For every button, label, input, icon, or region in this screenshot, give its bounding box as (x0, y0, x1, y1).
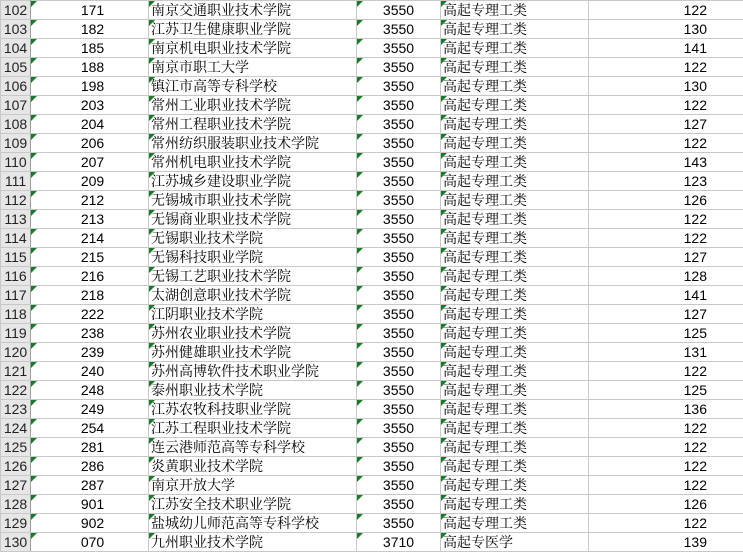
cell-batch-code[interactable]: 3550 (357, 210, 441, 229)
cell-school-name[interactable]: 江苏安全技术职业学院 (149, 495, 357, 514)
row-header: 104 (1, 39, 31, 58)
cell-category[interactable]: 高起专理工类 (441, 457, 589, 476)
row-header: 128 (1, 495, 31, 514)
cell-school-name[interactable]: 无锡城市职业技术学院 (149, 191, 357, 210)
cell-batch-code[interactable]: 3710 (357, 533, 441, 552)
row-header: 129 (1, 514, 31, 533)
cell-school-name[interactable]: 常州纺织服装职业技术学院 (149, 134, 357, 153)
cell-batch-code[interactable]: 3550 (357, 39, 441, 58)
table-row (1, 400, 743, 419)
cell-code[interactable]: 238 (31, 324, 149, 343)
cell-school-name[interactable]: 无锡科技职业学院 (149, 248, 357, 267)
cell-school-name[interactable]: 无锡职业技术学院 (149, 229, 357, 248)
cell-code[interactable]: 901 (31, 495, 149, 514)
table-row (1, 381, 743, 400)
cell-code[interactable]: 287 (31, 476, 149, 495)
cell-code[interactable]: 209 (31, 172, 149, 191)
cell-category[interactable]: 高起专理工类 (441, 286, 589, 305)
cell-score[interactable]: 123 (589, 172, 743, 191)
cell-category[interactable]: 高起专理工类 (441, 96, 589, 115)
cell-school-name[interactable]: 无锡工艺职业技术学院 (149, 267, 357, 286)
cell-category[interactable]: 高起专理工类 (441, 153, 589, 172)
cell-code[interactable]: 185 (31, 39, 149, 58)
table-row (1, 20, 743, 39)
cell-score[interactable]: 122 (589, 438, 743, 457)
cell-score[interactable]: 122 (589, 210, 743, 229)
cell-category[interactable]: 高起专理工类 (441, 400, 589, 419)
cell-batch-code[interactable]: 3550 (357, 305, 441, 324)
cell-code[interactable]: 254 (31, 419, 149, 438)
cell-score[interactable]: 122 (589, 514, 743, 533)
table-row (1, 58, 743, 77)
cell-school-name[interactable]: 南京市职工大学 (149, 58, 357, 77)
row-header: 118 (1, 305, 31, 324)
row-header: 127 (1, 476, 31, 495)
cell-batch-code[interactable]: 3550 (357, 286, 441, 305)
row-header: 102 (1, 1, 31, 20)
cell-batch-code[interactable]: 3550 (357, 495, 441, 514)
cell-category[interactable]: 高起专理工类 (441, 191, 589, 210)
cell-category[interactable]: 高起专理工类 (441, 77, 589, 96)
table-row (1, 153, 743, 172)
cell-category[interactable]: 高起专理工类 (441, 58, 589, 77)
cell-school-name[interactable]: 江苏城乡建设职业学院 (149, 172, 357, 191)
cell-school-name[interactable]: 镇江市高等专科学校 (149, 77, 357, 96)
cell-score[interactable]: 122 (589, 362, 743, 381)
cell-category[interactable]: 高起专理工类 (441, 381, 589, 400)
cell-score[interactable]: 130 (589, 20, 743, 39)
cell-batch-code[interactable]: 3550 (357, 362, 441, 381)
cell-batch-code[interactable]: 3550 (357, 172, 441, 191)
cell-school-name[interactable]: 炎黄职业技术学院 (149, 457, 357, 476)
cell-batch-code[interactable]: 3550 (357, 267, 441, 286)
table-row (1, 191, 743, 210)
table-row (1, 457, 743, 476)
cell-code[interactable]: 182 (31, 20, 149, 39)
table-row (1, 1, 743, 20)
spreadsheet-body (1, 1, 743, 552)
table-row (1, 77, 743, 96)
table-row (1, 362, 743, 381)
cell-category[interactable]: 高起专理工类 (441, 438, 589, 457)
cell-code[interactable]: 222 (31, 305, 149, 324)
cell-category[interactable]: 高起专理工类 (441, 20, 589, 39)
cell-category[interactable]: 高起专理工类 (441, 210, 589, 229)
cell-code[interactable]: 249 (31, 400, 149, 419)
cell-code[interactable]: 218 (31, 286, 149, 305)
cell-code[interactable]: 286 (31, 457, 149, 476)
cell-batch-code[interactable]: 3550 (357, 324, 441, 343)
cell-school-name[interactable]: 江苏工程职业技术学院 (149, 419, 357, 438)
table-row (1, 514, 743, 533)
cell-school-name[interactable]: 南京机电职业技术学院 (149, 39, 357, 58)
cell-category[interactable]: 高起专理工类 (441, 248, 589, 267)
cell-school-name[interactable]: 常州机电职业技术学院 (149, 153, 357, 172)
row-header: 119 (1, 324, 31, 343)
table-row (1, 286, 743, 305)
cell-code[interactable]: 171 (31, 1, 149, 20)
cell-school-name[interactable]: 苏州高博软件技术职业学院 (149, 362, 357, 381)
cell-category[interactable]: 高起专理工类 (441, 229, 589, 248)
table-row (1, 134, 743, 153)
cell-batch-code[interactable]: 3550 (357, 191, 441, 210)
cell-score[interactable]: 130 (589, 77, 743, 96)
cell-category[interactable]: 高起专理工类 (441, 419, 589, 438)
cell-code[interactable]: 215 (31, 248, 149, 267)
cell-code[interactable]: 248 (31, 381, 149, 400)
table-row (1, 438, 743, 457)
row-header: 122 (1, 381, 31, 400)
cell-category[interactable]: 高起专理工类 (441, 343, 589, 362)
cell-batch-code[interactable]: 3550 (357, 400, 441, 419)
cell-code[interactable]: 212 (31, 191, 149, 210)
cell-score[interactable]: 125 (589, 381, 743, 400)
cell-school-name[interactable]: 常州工业职业技术学院 (149, 96, 357, 115)
cell-score[interactable]: 131 (589, 343, 743, 362)
table-row (1, 39, 743, 58)
cell-category[interactable]: 高起专理工类 (441, 495, 589, 514)
table-row (1, 533, 743, 552)
cell-code[interactable]: 239 (31, 343, 149, 362)
cell-score[interactable]: 122 (589, 476, 743, 495)
cell-school-name[interactable]: 盐城幼儿师范高等专科学校 (149, 514, 357, 533)
table-row (1, 495, 743, 514)
cell-score[interactable]: 122 (589, 96, 743, 115)
cell-batch-code[interactable]: 3550 (357, 134, 441, 153)
cell-school-name[interactable]: 南京开放大学 (149, 476, 357, 495)
cell-score[interactable]: 125 (589, 324, 743, 343)
cell-school-name[interactable]: 江阴职业技术学院 (149, 305, 357, 324)
cell-code[interactable]: 240 (31, 362, 149, 381)
cell-category[interactable]: 高起专理工类 (441, 172, 589, 191)
cell-batch-code[interactable]: 3550 (357, 115, 441, 134)
cell-code[interactable]: 902 (31, 514, 149, 533)
table-row (1, 419, 743, 438)
cell-category[interactable]: 高起专理工类 (441, 476, 589, 495)
cell-score[interactable]: 127 (589, 115, 743, 134)
cell-category[interactable]: 高起专理工类 (441, 305, 589, 324)
row-header: 108 (1, 115, 31, 134)
row-header: 130 (1, 533, 31, 552)
row-header: 111 (1, 172, 31, 191)
row-header: 114 (1, 229, 31, 248)
table-row (1, 343, 743, 362)
cell-school-name[interactable]: 江苏农牧科技职业学院 (149, 400, 357, 419)
cell-batch-code[interactable]: 3550 (357, 1, 441, 20)
cell-category[interactable]: 高起专医学 (441, 533, 589, 552)
cell-school-name[interactable]: 南京交通职业技术学院 (149, 1, 357, 20)
cell-score[interactable]: 122 (589, 58, 743, 77)
cell-school-name[interactable]: 泰州职业技术学院 (149, 381, 357, 400)
cell-code[interactable]: 204 (31, 115, 149, 134)
cell-code[interactable]: 203 (31, 96, 149, 115)
cell-school-name[interactable]: 连云港师范高等专科学校 (149, 438, 357, 457)
cell-category[interactable]: 高起专理工类 (441, 514, 589, 533)
row-header: 126 (1, 457, 31, 476)
table-row (1, 229, 743, 248)
row-header: 112 (1, 191, 31, 210)
cell-score[interactable]: 127 (589, 305, 743, 324)
cell-batch-code[interactable]: 3550 (357, 96, 441, 115)
row-header: 115 (1, 248, 31, 267)
cell-school-name[interactable]: 常州工程职业技术学院 (149, 115, 357, 134)
cell-category[interactable]: 高起专理工类 (441, 324, 589, 343)
row-header: 117 (1, 286, 31, 305)
cell-score[interactable]: 136 (589, 400, 743, 419)
cell-batch-code[interactable]: 3550 (357, 77, 441, 96)
cell-score[interactable]: 122 (589, 419, 743, 438)
cell-batch-code[interactable]: 3550 (357, 514, 441, 533)
cell-batch-code[interactable]: 3550 (357, 381, 441, 400)
cell-score[interactable]: 126 (589, 495, 743, 514)
cell-school-name[interactable]: 苏州农业职业技术学院 (149, 324, 357, 343)
cell-batch-code[interactable]: 3550 (357, 438, 441, 457)
cell-score[interactable]: 122 (589, 134, 743, 153)
cell-score[interactable]: 141 (589, 286, 743, 305)
cell-score[interactable]: 128 (589, 267, 743, 286)
cell-batch-code[interactable]: 3550 (357, 476, 441, 495)
row-header: 103 (1, 20, 31, 39)
cell-batch-code[interactable]: 3550 (357, 153, 441, 172)
row-header: 106 (1, 77, 31, 96)
row-header: 113 (1, 210, 31, 229)
row-header: 105 (1, 58, 31, 77)
cell-batch-code[interactable]: 3550 (357, 343, 441, 362)
table-row (1, 248, 743, 267)
cell-batch-code[interactable]: 3550 (357, 457, 441, 476)
cell-code[interactable]: 281 (31, 438, 149, 457)
cell-code[interactable]: 207 (31, 153, 149, 172)
cell-code[interactable]: 214 (31, 229, 149, 248)
cell-code[interactable]: 216 (31, 267, 149, 286)
table-row (1, 115, 743, 134)
cell-score[interactable]: 122 (589, 229, 743, 248)
cell-category[interactable]: 高起专理工类 (441, 1, 589, 20)
cell-batch-code[interactable]: 3550 (357, 20, 441, 39)
cell-category[interactable]: 高起专理工类 (441, 115, 589, 134)
row-header: 107 (1, 96, 31, 115)
cell-code[interactable]: 188 (31, 58, 149, 77)
row-header: 125 (1, 438, 31, 457)
cell-category[interactable]: 高起专理工类 (441, 134, 589, 153)
cell-code[interactable]: 206 (31, 134, 149, 153)
cell-school-name[interactable]: 九州职业技术学院 (149, 533, 357, 552)
cell-batch-code[interactable]: 3550 (357, 419, 441, 438)
cell-code[interactable]: 070 (31, 533, 149, 552)
cell-category[interactable]: 高起专理工类 (441, 267, 589, 286)
cell-score[interactable]: 126 (589, 191, 743, 210)
row-header: 109 (1, 134, 31, 153)
cell-category[interactable]: 高起专理工类 (441, 39, 589, 58)
cell-school-name[interactable]: 江苏卫生健康职业学院 (149, 20, 357, 39)
row-header: 124 (1, 419, 31, 438)
cell-score[interactable]: 122 (589, 457, 743, 476)
row-header: 123 (1, 400, 31, 419)
table-row (1, 267, 743, 286)
cell-batch-code[interactable]: 3550 (357, 58, 441, 77)
cell-score[interactable]: 127 (589, 248, 743, 267)
table-row (1, 324, 743, 343)
cell-code[interactable]: 198 (31, 77, 149, 96)
cell-school-name[interactable]: 无锡商业职业技术学院 (149, 210, 357, 229)
cell-score[interactable]: 143 (589, 153, 743, 172)
cell-score[interactable]: 141 (589, 39, 743, 58)
table-row (1, 96, 743, 115)
cell-batch-code[interactable]: 3550 (357, 229, 441, 248)
table-row (1, 305, 743, 324)
cell-category[interactable]: 高起专理工类 (441, 362, 589, 381)
table-row (1, 476, 743, 495)
row-header: 110 (1, 153, 31, 172)
table-row (1, 172, 743, 191)
table-row (1, 210, 743, 229)
row-header: 120 (1, 343, 31, 362)
row-header: 121 (1, 362, 31, 381)
cell-score[interactable]: 139 (589, 533, 743, 552)
row-header: 116 (1, 267, 31, 286)
cell-code[interactable]: 213 (31, 210, 149, 229)
cell-school-name[interactable]: 苏州健雄职业技术学院 (149, 343, 357, 362)
cell-school-name[interactable]: 太湖创意职业技术学院 (149, 286, 357, 305)
cell-batch-code[interactable]: 3550 (357, 248, 441, 267)
cell-score[interactable]: 122 (589, 1, 743, 20)
